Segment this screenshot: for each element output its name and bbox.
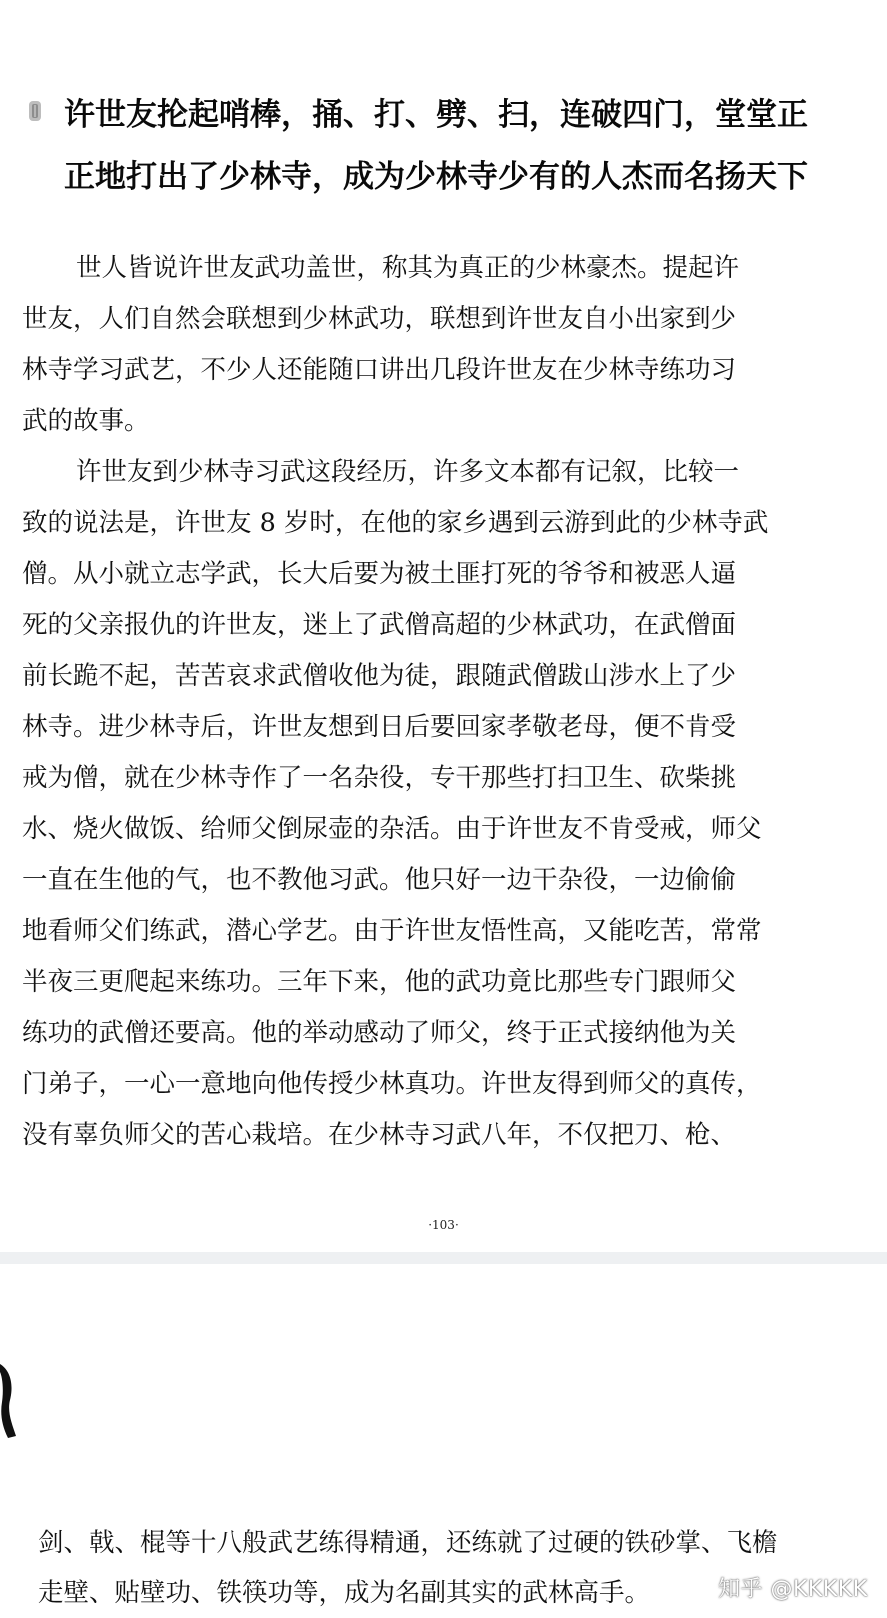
paragraph-line: 林寺学习武艺，不少人还能随口讲出几段许世友在少林寺练功习 xyxy=(22,355,737,385)
paragraph-line: 半夜三更爬起来练功。三年下来，他的武功竟比那些专门跟师父 xyxy=(22,967,737,997)
paragraph-line: 走壁、贴壁功、铁筷功等，成为名副其实的武林高手。 xyxy=(38,1578,651,1608)
paragraph-line: 前长跪不起，苦苦哀求武僧收他为徒，跟随武僧跋山涉水上了少 xyxy=(22,661,737,691)
paragraph-line: 世友，人们自然会联想到少林武功，联想到许世友自小出家到少 xyxy=(22,304,737,334)
paragraph-line: 练功的武僧还要高。他的举动感动了师父，终于正式接纳他为关 xyxy=(22,1018,737,1048)
paragraph-line: 僧。从小就立志学武，长大后要为被土匪打死的爷爷和被恶人逼 xyxy=(22,559,737,589)
paragraph-line: 致的说法是，许世友 8 岁时，在他的家乡遇到云游到此的少林寺武 xyxy=(22,508,769,538)
paragraph-line: 武的故事。 xyxy=(22,406,150,436)
heading-line: 许世友抡起哨棒，捅、打、劈、扫，连破四门，堂堂正 xyxy=(64,97,808,133)
paragraph-line: 剑、戟、棍等十八般武艺练得精通，还练就了过硬的铁砂掌、飞檐 xyxy=(38,1528,778,1558)
paragraph-line: 林寺。进少林寺后，许世友想到日后要回家孝敬老母，便不肯受 xyxy=(22,712,737,742)
paragraph-line: 地看师父们练武，潜心学艺。由于许世友悟性高，又能吃苦，常常 xyxy=(22,916,762,946)
body-paragraphs xyxy=(22,243,844,1161)
section-heading xyxy=(64,84,854,208)
paragraph-line: 世人皆说许世友武功盖世，称其为真正的少林豪杰。提起许 xyxy=(76,253,740,283)
zhihu-watermark: 知乎 @KKKKK xyxy=(718,1577,868,1602)
next-page-paragraph xyxy=(38,1518,868,1618)
paragraph-line: 一直在生他的气，也不教他习武。他只好一边干杂役，一边偷偷 xyxy=(22,865,737,895)
page-number: ·103· xyxy=(428,1218,459,1232)
page-separator xyxy=(0,1252,887,1264)
paragraph-line: 水、烧火做饭、给师父倒尿壶的杂活。由于许世友不肯受戒，师父 xyxy=(22,814,762,844)
paragraph-line: 没有辜负师父的苦心栽培。在少林寺习武八年，不仅把刀、枪、 xyxy=(22,1120,737,1150)
brush-stroke-decoration-icon xyxy=(0,1360,20,1440)
paragraph-line: 戒为僧，就在少林寺作了一名杂役，专干那些打扫卫生、砍柴挑 xyxy=(22,763,737,793)
paragraph-line: 死的父亲报仇的许世友，迷上了武僧高超的少林武功，在武僧面 xyxy=(22,610,737,640)
paragraph-line: 门弟子，一心一意地向他传授少林真功。许世友得到师父的真传， xyxy=(22,1069,762,1099)
paragraph-line: 许世友到少林寺习武这段经历，许多文本都有记叙，比较一 xyxy=(76,457,740,487)
heading-line: 正地打出了少林寺，成为少林寺少有的人杰而名扬天下 xyxy=(64,159,808,195)
bullet-ornament-icon xyxy=(26,99,44,123)
